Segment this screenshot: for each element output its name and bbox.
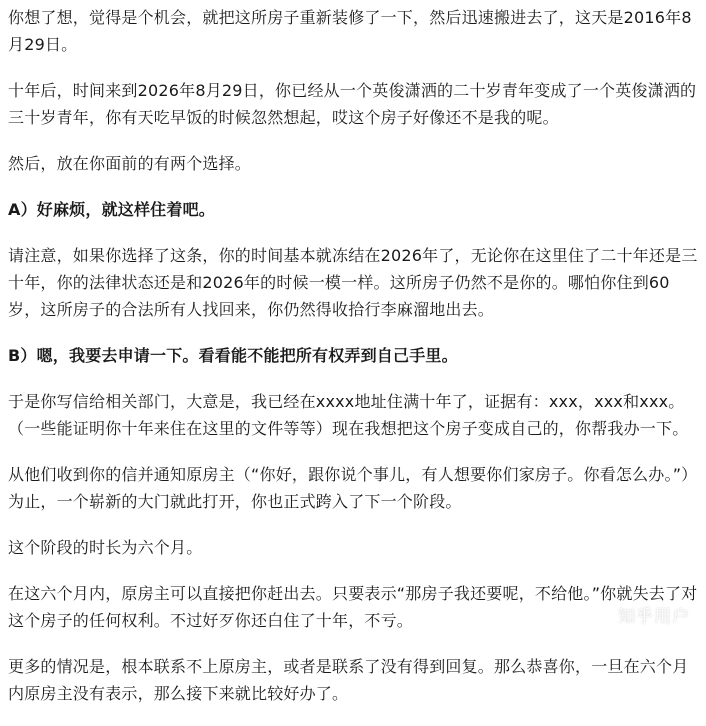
paragraph: 从他们收到你的信并通知原房主（“你好，跟你说个事儿，有人想要你们家房子。你看怎么办。”）为止，一个崭新的大门就此打开，你也正式跨入了下一个阶段。 bbox=[8, 465, 698, 511]
paragraph: 你想了想，觉得是个机会，就把这所房子重新装修了一下，然后迅速搬进去了，这天是2016年8月29日。 bbox=[8, 8, 692, 54]
paragraph: 这个阶段的时长为六个月。 bbox=[8, 538, 203, 557]
paragraph: 十年后，时间来到2026年8月29日，你已经从一个英俊潇洒的二十岁青年变成了一个英俊潇洒的三十岁青年，你有天吃早饭的时候忽然想起，哎这个房子好像还不是我的呢。 bbox=[8, 81, 697, 127]
paragraph: 更多的情况是，根本联系不上原房主，或者是联系了没有得到回复。那么恭喜你，一旦在六个月内原房主没有表示，那么接下来就比较好办了。 bbox=[8, 657, 689, 703]
paragraph: 在这六个月内，原房主可以直接把你赶出去。只要表示“那房子我还要呢，不给他。”你就失去了对这个房子的任何权利。不过好歹你还白住了十年，不亏。 bbox=[8, 584, 698, 630]
option-b-heading: B）嗯，我要去申请一下。看看能不能把所有权弄到自己手里。 bbox=[8, 346, 458, 365]
paragraph: 请注意，如果你选择了这条，你的时间基本就冻结在2026年了，无论你在这里住了二十年还是三十年，你的法律状态还是和2026年的时候一模一样。这所房子仍然不是你的。哪怕你住到60岁，这所房子的合法所有人找回来，你仍然得收拾行李麻溜地出去。 bbox=[8, 246, 698, 319]
paragraph: 然后，放在你面前的有两个选择。 bbox=[8, 154, 252, 173]
watermark: 知乎用户 bbox=[618, 607, 690, 627]
article-body bbox=[8, 4, 698, 726]
option-a-heading: A）好麻烦，就这样住着吧。 bbox=[8, 200, 215, 219]
paragraph: 于是你写信给相关部门，大意是，我已经在xxxx地址住满十年了，证据有：xxx，xxx和xxx。（一些能证明你十年来住在这里的文件等等）现在我想把这个房子变成自己的，你帮我办一下。 bbox=[8, 392, 689, 438]
